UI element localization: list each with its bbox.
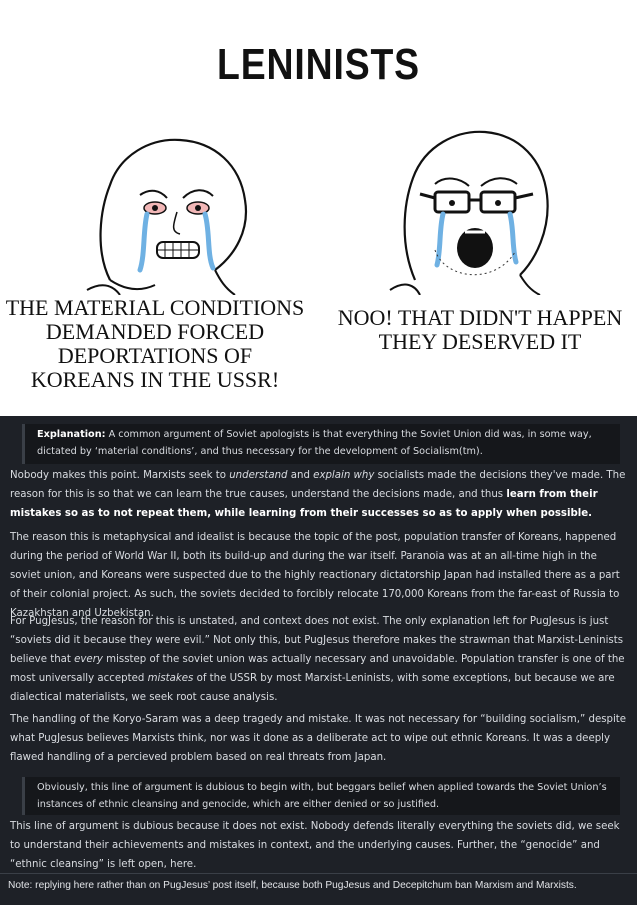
paragraph-pugjesus xyxy=(10,612,630,707)
p3-text-2: misstep of the soviet union was actually necessary and unavoidable. Population transfer is one of the most universally accepted xyxy=(10,654,625,684)
footnote: Note: replying here rather than on PugJesus’ post itself, because both PugJesus and Decepitchum ban Marxism and Marxists. xyxy=(8,880,577,891)
p1-em-1: understand xyxy=(229,470,288,481)
explanation-text: A common argument of Soviet apologists is that everything the Soviet Union did was, in some way, dictated by ‘material conditions’, and thus necessary for the development of Socialism(tm). xyxy=(37,429,592,457)
paragraph-metaphysical: The reason this is metaphysical and idealist is because the topic of the post, population transfer of Koreans, happened during the period of World War II, both its build-up and during the war itself. Paranoia was at an all-time high in the soviet union, and Koreans were suspected due to the highly reactionary dictatorship Japan had installed there as a part of their colonial project. As such, the soviets decided to forcibly relocate 170,000 Koreans from the far-east of Russia to Kazakhstan and Uzbekistan. xyxy=(10,532,620,619)
p1-text-3: socialists made the decisions they've made. The reason for this is so that we can learn the true causes, understand the decisions made, and thus xyxy=(10,470,626,500)
paragraph-understand xyxy=(10,466,630,523)
blockquote-explanation xyxy=(22,424,620,464)
meme-image xyxy=(0,0,637,416)
divider xyxy=(0,873,637,874)
meme-left-caption: THE MATERIAL CONDITIONS DEMANDED FORCED DEPORTATIONS OF KOREANS IN THE USSR! xyxy=(5,295,305,392)
blockquote-dubious: Obviously, this line of argument is dubious to begin with, but beggars belief when applied towards the Soviet Union’s instances of ethnic cleansing and genocide, which are either denied or so justified. xyxy=(22,777,620,815)
p1-text-1: Nobody makes this point. Marxists seek to xyxy=(10,470,230,481)
paragraph-koryo-saram: The handling of the Koryo-Saram was a deep tragedy and mistake. It was not necessary for “building socialism,” despite what PugJesus believes Marxists think, nor was it done as a deliberate act to wipe out ethnic Koreans. It was a deeply flawed handling of a percieved problem based on real threats from Japan. xyxy=(10,714,627,763)
p1-bold: learn from their mistakes so as to not repeat them, while learning from their successes so as to apply when possible. xyxy=(10,489,598,519)
meme-right-caption: NOO! THAT DIDN'T HAPPEN THEY DESERVED IT xyxy=(337,305,623,354)
p1-text-2: and xyxy=(287,470,314,481)
p3-text-3: of the USSR by most Marxist-Leninists, with some exceptions, but because we are dialectical materialists, we seek root cause analysis. xyxy=(10,673,615,703)
meme-title: LENINISTS xyxy=(217,40,420,89)
p1-em-2: explain why xyxy=(313,470,375,481)
crying-wojak-left xyxy=(85,130,260,295)
p3-em-2: mistakes xyxy=(147,673,194,684)
p3-text-1: For PugJesus, the reason for this is unstated, and context does not exist. The only explanation left for PugJesus is just “soviets did it because they were evil.” Not only this, but PugJesus therefore makes the strawman that Marxist-Leninists believe that xyxy=(10,616,624,665)
screaming-wojak-right xyxy=(385,120,560,295)
paragraph-does-not-exist: This line of argument is dubious because it does not exist. Nobody defends literally everything the soviets did, we seek to understand their achievements and mistakes in context, and the underlying causes. Further, the “genocide” and “ethnic cleansing” is left open, here. xyxy=(10,821,620,870)
p3-em-1: every xyxy=(74,654,103,665)
comment-body xyxy=(0,416,637,905)
explanation-label: Explanation: xyxy=(37,429,106,440)
